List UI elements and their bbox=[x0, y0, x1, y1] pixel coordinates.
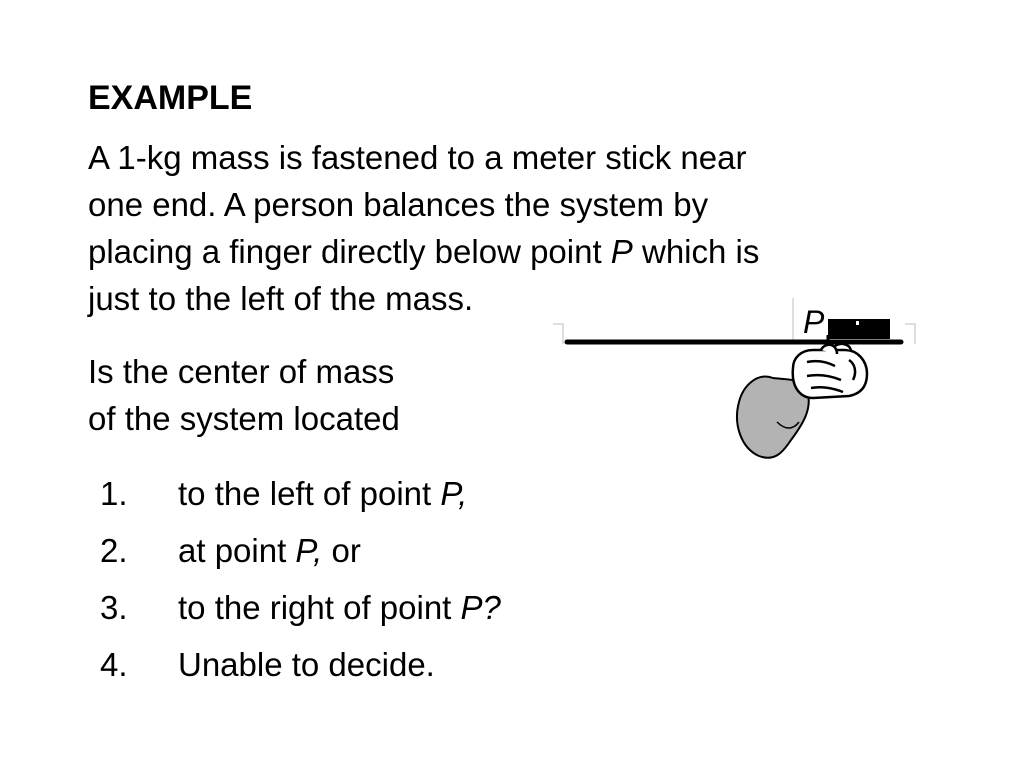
point-p-label: P bbox=[803, 304, 825, 340]
choice-italic: P, bbox=[440, 475, 468, 512]
choice-text: Unable to decide. bbox=[178, 646, 435, 683]
answer-choice-3[interactable] bbox=[100, 584, 501, 641]
mass-highlight bbox=[856, 321, 859, 325]
choice-text: to the left of point bbox=[178, 475, 441, 512]
problem-line-4: just to the left of the mass. bbox=[88, 280, 474, 317]
problem-line-3-text: placing a finger directly below point bbox=[88, 233, 611, 270]
choice-text: at point bbox=[178, 532, 296, 569]
meter-stick-illustration bbox=[545, 290, 925, 475]
answer-choice-2[interactable] bbox=[100, 527, 501, 584]
choice-number: 3. bbox=[100, 589, 128, 626]
answer-choice-4[interactable] bbox=[100, 641, 501, 698]
choice-text: to the right of point bbox=[178, 589, 461, 626]
choice-number: 2. bbox=[100, 532, 128, 569]
slide-heading: EXAMPLE bbox=[88, 79, 253, 117]
question-line-2: of the system located bbox=[88, 400, 400, 437]
problem-line-2: one end. A person balances the system by bbox=[88, 186, 709, 223]
choice-italic: P, bbox=[295, 532, 323, 569]
question-statement bbox=[88, 348, 400, 442]
question-line-1: Is the center of mass bbox=[88, 353, 395, 390]
answer-choices bbox=[100, 470, 501, 698]
problem-line-3 bbox=[88, 228, 759, 275]
problem-line-3-tail: which is bbox=[632, 233, 760, 270]
choice-suffix: or bbox=[322, 532, 361, 569]
choice-number: 1. bbox=[100, 475, 128, 512]
problem-line-1: A 1-kg mass is fastened to a meter stick near bbox=[88, 139, 747, 176]
choice-number: 4. bbox=[100, 646, 128, 683]
answer-choice-1[interactable] bbox=[100, 470, 501, 527]
choice-italic: P? bbox=[460, 589, 501, 626]
point-p-reference: P bbox=[610, 233, 633, 270]
